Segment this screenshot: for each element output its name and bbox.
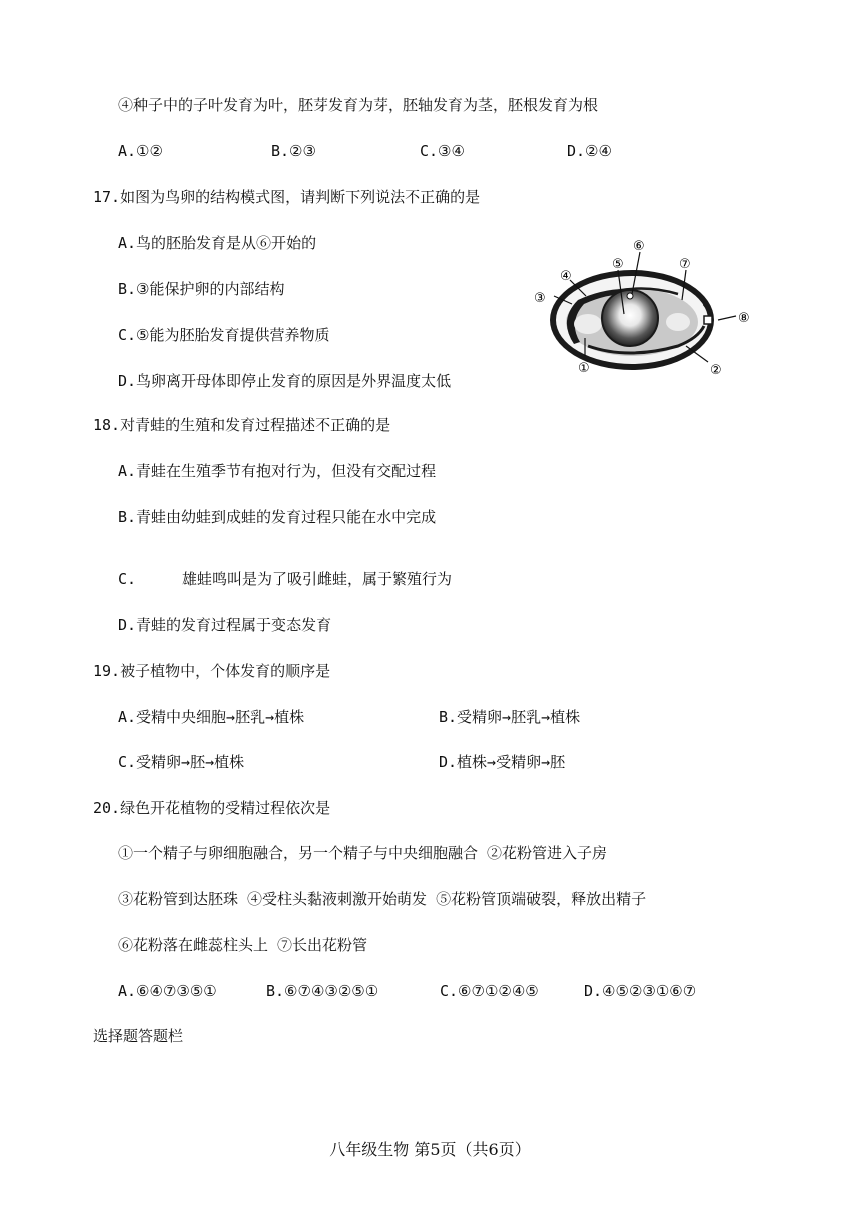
q16-option-d: D.②④ — [567, 142, 612, 160]
q20-step-line-3: ⑥花粉落在雌蕊柱头上 ⑦长出花粉管 — [118, 936, 368, 954]
label-1: ① — [578, 361, 590, 376]
q20-step-line-2: ③花粉管到达胚珠 ④受柱头黏液刺激开始萌发 ⑤花粉管顶端破裂，释放出精子 — [118, 890, 647, 908]
label-2: ② — [710, 363, 722, 378]
label-8: ⑧ — [738, 311, 750, 326]
bird-egg-diagram — [528, 234, 764, 384]
q18-stem: 18.对青蛙的生殖和发育过程描述不正确的是 — [93, 416, 391, 434]
answer-bar-title: 选择题答题栏 — [93, 1027, 184, 1045]
q17-option-c: C.⑤能为胚胎发育提供营养物质 — [118, 326, 330, 344]
q20-option-d: D.④⑤②③①⑥⑦ — [584, 982, 697, 1000]
q18-option-b: B.青蛙由幼蛙到成蛙的发育过程只能在水中完成 — [118, 508, 437, 526]
q20-stem: 20.绿色开花植物的受精过程依次是 — [93, 799, 331, 817]
q19-option-d: D.植株→受精卵→胚 — [439, 753, 566, 771]
q16-statement-4: ④种子中的子叶发育为叶，胚芽发育为芽，胚轴发育为茎，胚根发育为根 — [118, 96, 599, 114]
q18-option-c-label: C. — [118, 570, 137, 588]
page-footer: 八年级生物 第5页（共6页） — [329, 1140, 531, 1159]
q16-option-a: A.①② — [118, 142, 163, 160]
label-5: ⑤ — [612, 257, 624, 272]
q17-stem: 17.如图为鸟卵的结构模式图，请判断下列说法不正确的是 — [93, 188, 481, 206]
q19-option-a: A.受精中央细胞→胚乳→植株 — [118, 708, 305, 726]
q20-option-a: A.⑥④⑦③⑤① — [118, 982, 217, 1000]
q16-option-b: B.②③ — [271, 142, 316, 160]
label-4: ④ — [560, 269, 572, 284]
q18-option-d: D.青蛙的发育过程属于变态发育 — [118, 616, 332, 634]
q18-option-a: A.青蛙在生殖季节有抱对行为，但没有交配过程 — [118, 462, 437, 480]
q17-option-b: B.③能保护卵的内部结构 — [118, 280, 285, 298]
q20-option-b: B.⑥⑦④③②⑤① — [266, 982, 379, 1000]
q20-option-c: C.⑥⑦①②④⑤ — [440, 982, 539, 1000]
label-6: ⑥ — [633, 239, 645, 254]
q17-option-d: D.鸟卵离开母体即停止发育的原因是外界温度太低 — [118, 372, 452, 390]
q18-option-c-text: 雄蛙鸣叫是为了吸引雌蛙，属于繁殖行为 — [182, 570, 453, 588]
q20-step-line-1: ①一个精子与卵细胞融合，另一个精子与中央细胞融合 ②花粉管进入子房 — [118, 844, 608, 862]
q19-option-c: C.受精卵→胚→植株 — [118, 753, 245, 771]
q19-option-b: B.受精卵→胚乳→植株 — [439, 708, 581, 726]
q16-option-c: C.③④ — [420, 142, 465, 160]
label-3: ③ — [534, 291, 546, 306]
q19-stem: 19.被子植物中，个体发育的顺序是 — [93, 662, 331, 680]
q17-option-a: A.鸟的胚胎发育是从⑥开始的 — [118, 234, 317, 252]
label-7: ⑦ — [679, 257, 691, 272]
